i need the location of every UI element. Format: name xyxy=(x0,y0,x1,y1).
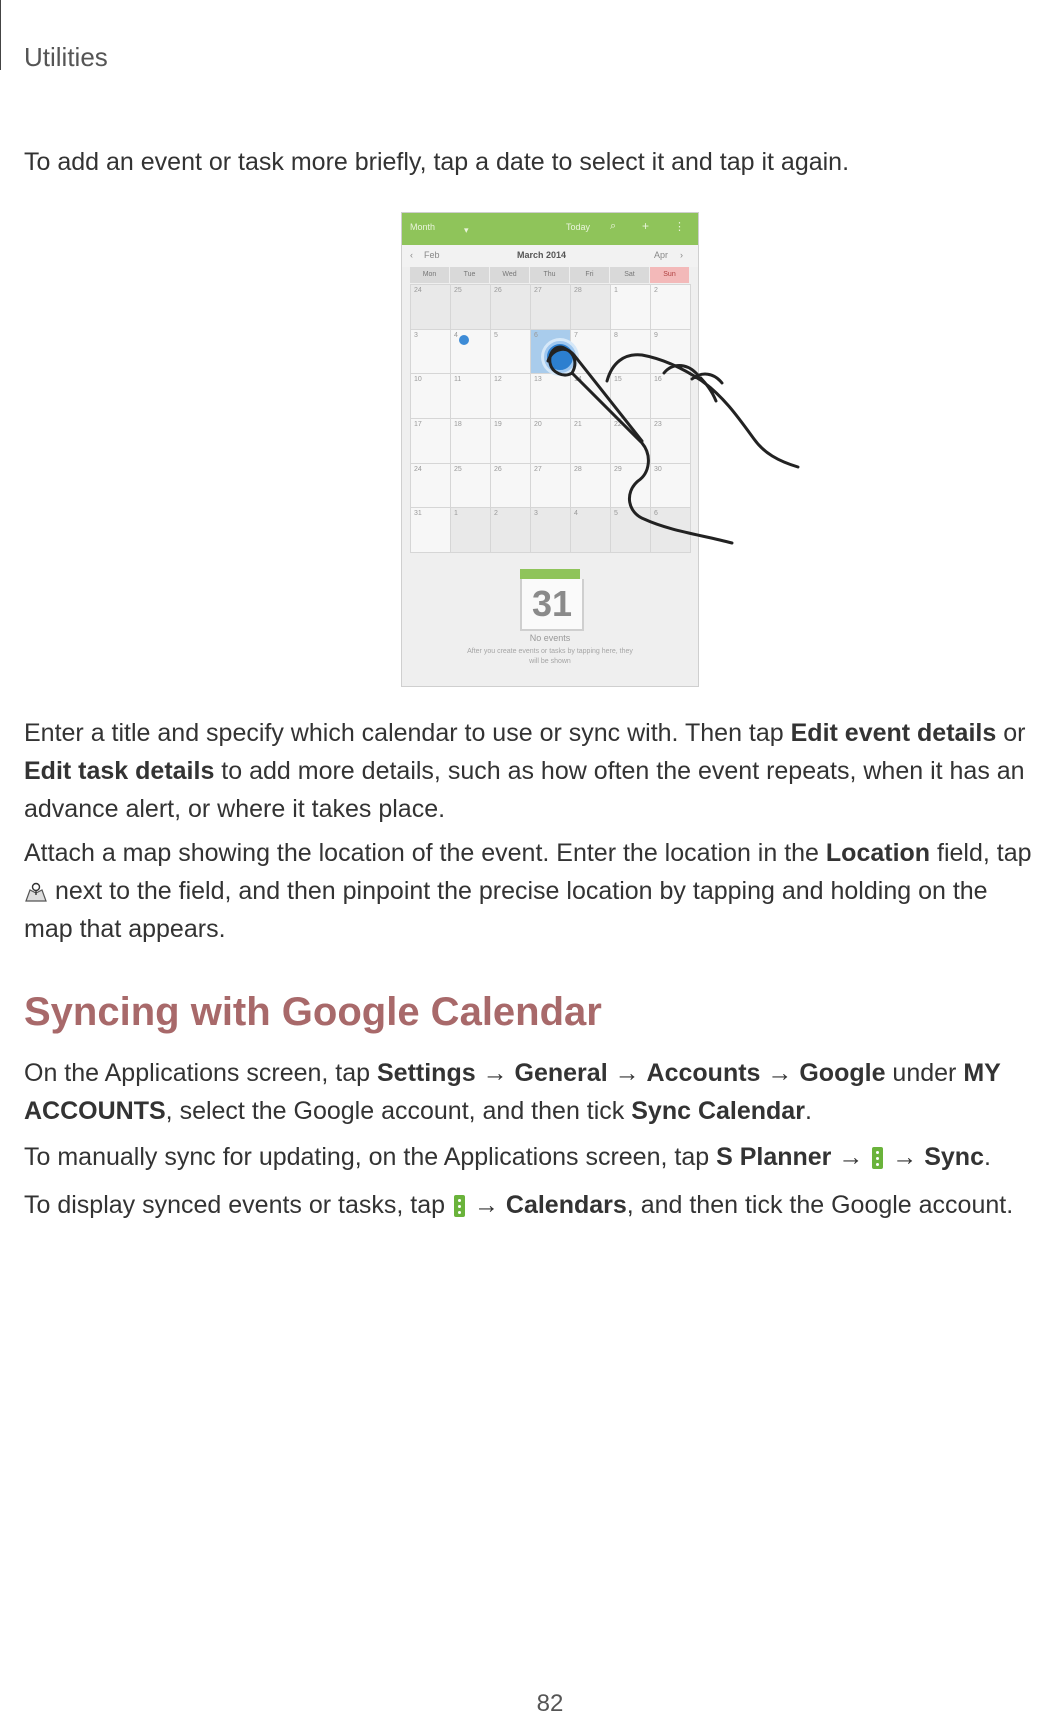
manual-sync-paragraph xyxy=(24,1138,1034,1176)
day-number: 27 xyxy=(534,287,542,294)
day-number: 28 xyxy=(574,287,582,294)
day-number: 30 xyxy=(654,465,662,473)
calendar-day-cell[interactable] xyxy=(651,374,691,419)
weekday-label: Mon xyxy=(410,267,450,283)
calendar-day-cell[interactable] xyxy=(531,285,571,330)
calendar-day-cell[interactable] xyxy=(531,419,571,464)
prev-month-icon: ‹ xyxy=(410,250,413,260)
day-number: 5 xyxy=(614,510,618,518)
calendar-day-cell[interactable] xyxy=(611,508,651,553)
text-run: To manually sync for updating, on the Applications screen, tap xyxy=(24,1143,717,1171)
arrow: → xyxy=(467,1191,506,1219)
day-number: 10 xyxy=(414,376,422,384)
weekday-label: Sun xyxy=(650,267,690,283)
calendar-day-cell[interactable] xyxy=(411,330,451,375)
day-number: 11 xyxy=(454,376,462,384)
text-run: , and then tick the Google account. xyxy=(626,1191,1014,1219)
day-number: 24 xyxy=(414,287,422,294)
text-run: under xyxy=(885,1059,964,1087)
arrow: → xyxy=(607,1059,647,1087)
day-number: 2 xyxy=(494,510,498,518)
day-number: 9 xyxy=(654,331,658,339)
day-number: 25 xyxy=(454,465,462,473)
calendar-screenshot xyxy=(401,212,699,687)
month-grid xyxy=(410,284,691,553)
calendar-day-cell[interactable] xyxy=(611,330,651,375)
intro-paragraph: To add an event or task more briefly, tap a date to select it and tap it again. xyxy=(24,148,850,176)
add-icon: + xyxy=(642,219,650,233)
day-number: 4 xyxy=(574,510,578,518)
arrow: → xyxy=(760,1059,800,1087)
day-number: 16 xyxy=(654,376,662,384)
section-title: Syncing with Google Calendar xyxy=(24,990,602,1034)
calendar-day-cell[interactable] xyxy=(411,374,451,419)
calendar-day-cell[interactable] xyxy=(571,374,611,419)
day-number: 1 xyxy=(454,510,458,518)
calendar-day-cell[interactable] xyxy=(571,285,611,330)
display-calendars-paragraph xyxy=(24,1186,1034,1224)
calendar-date-icon: 31 xyxy=(520,579,584,631)
calendar-day-cell[interactable] xyxy=(451,508,491,553)
page-number: 82 xyxy=(536,1690,564,1717)
day-number: 24 xyxy=(414,465,422,473)
day-number: 6 xyxy=(534,331,538,339)
general-term: General xyxy=(514,1059,608,1087)
weekday-label: Fri xyxy=(570,267,610,283)
weekday-label: Tue xyxy=(450,267,490,283)
day-number: 18 xyxy=(454,421,462,428)
calendar-day-cell[interactable] xyxy=(411,285,451,330)
day-number: 15 xyxy=(614,376,622,384)
day-number: 1 xyxy=(614,287,618,294)
day-number: 22 xyxy=(614,421,622,428)
today-marker xyxy=(459,335,469,345)
more-icon: ⋮ xyxy=(674,221,685,233)
text-run: next to the field, and then pinpoint the precise location by tapping and holding on the map that appears. xyxy=(24,877,988,943)
location-term: Location xyxy=(825,839,931,867)
calendar-day-cell[interactable] xyxy=(651,464,691,509)
calendar-day-cell[interactable] xyxy=(611,464,651,509)
next-month-label: Apr xyxy=(654,250,669,260)
day-number: 31 xyxy=(414,510,422,518)
calendar-day-cell[interactable] xyxy=(451,374,491,419)
running-header: Utilities xyxy=(24,42,108,72)
day-number: 6 xyxy=(654,510,658,518)
text-run: field, tap xyxy=(930,839,1032,867)
month-navigation xyxy=(402,245,698,267)
arrow: → xyxy=(475,1059,515,1087)
text-run: On the Applications screen, tap xyxy=(24,1059,377,1087)
text-run: Attach a map showing the location of the event. Enter the location in the xyxy=(24,839,826,867)
calendar-day-cell[interactable] xyxy=(571,464,611,509)
calendar-day-cell[interactable] xyxy=(571,330,611,375)
sync-settings-paragraph xyxy=(24,1054,1034,1130)
text-run: . xyxy=(804,1097,812,1125)
weekday-label: Wed xyxy=(490,267,530,283)
day-number: 26 xyxy=(494,465,502,473)
day-number: 26 xyxy=(494,287,502,294)
calendar-day-cell[interactable] xyxy=(491,508,531,553)
weekday-label: Thu xyxy=(530,267,570,283)
menu-icon xyxy=(872,1147,883,1169)
sync-term: Sync xyxy=(924,1143,984,1171)
settings-term: Settings xyxy=(377,1059,476,1087)
calendar-day-cell[interactable] xyxy=(451,330,491,375)
calendar-day-cell[interactable] xyxy=(611,285,651,330)
view-label: Month xyxy=(410,222,436,232)
day-number: 20 xyxy=(534,421,542,428)
day-number: 21 xyxy=(574,421,582,428)
day-number: 27 xyxy=(534,465,542,473)
edit-event-details-term: Edit event details xyxy=(790,719,997,747)
edit-task-details-term: Edit task details xyxy=(24,757,215,785)
day-number: 7 xyxy=(574,331,578,339)
day-number: 14 xyxy=(574,376,582,384)
calendar-day-cell[interactable] xyxy=(411,508,451,553)
calendar-day-cell[interactable] xyxy=(651,419,691,464)
map-icon xyxy=(24,881,48,903)
calendar-day-cell[interactable] xyxy=(491,419,531,464)
day-number: 3 xyxy=(534,510,538,518)
day-number: 17 xyxy=(414,421,422,428)
calendar-day-cell[interactable] xyxy=(611,374,651,419)
weekday-header xyxy=(410,267,690,283)
empty-state-message: After you create events or tasks by tapping here, they will be shown xyxy=(467,648,633,665)
s-planner-term: S Planner xyxy=(716,1143,832,1171)
day-number: 13 xyxy=(534,376,542,384)
next-month-icon: › xyxy=(680,250,683,260)
text-run: or xyxy=(996,719,1026,747)
calendar-day-cell[interactable] xyxy=(451,285,491,330)
calendar-day-cell[interactable] xyxy=(571,508,611,553)
my-accounts-term: MY ACCOUNTS xyxy=(24,1059,1001,1125)
text-run: to add more details, such as how often the event repeats, when it has an advance alert, or where it takes place. xyxy=(24,757,1025,823)
day-number: 28 xyxy=(574,465,582,473)
text-run: To display synced events or tasks, tap xyxy=(24,1191,452,1219)
accounts-term: Accounts xyxy=(646,1059,761,1087)
calendar-day-cell[interactable] xyxy=(411,464,451,509)
prev-month-label: Feb xyxy=(424,250,440,260)
calendar-day-cell[interactable] xyxy=(451,419,491,464)
search-icon: ⌕ xyxy=(610,220,617,232)
day-number: 12 xyxy=(494,376,502,384)
text-run: , select the Google account, and then tick xyxy=(165,1097,632,1125)
calendar-day-cell[interactable] xyxy=(411,419,451,464)
day-number: 29 xyxy=(614,465,622,473)
sync-calendar-term: Sync Calendar xyxy=(631,1097,805,1125)
today-label: Today xyxy=(566,222,591,232)
weekday-label: Sat xyxy=(610,267,650,283)
day-number: 23 xyxy=(654,421,662,428)
day-number: 25 xyxy=(454,287,462,294)
calendar-day-cell[interactable] xyxy=(451,464,491,509)
day-number: 19 xyxy=(494,421,502,428)
arrow: → xyxy=(885,1143,925,1171)
header-rule xyxy=(0,0,1,70)
arrow: → xyxy=(831,1143,871,1171)
current-month-label: March 2014 xyxy=(517,250,567,260)
calendar-day-cell[interactable] xyxy=(531,374,571,419)
calendar-day-cell[interactable] xyxy=(491,330,531,375)
text-run: . xyxy=(983,1143,991,1171)
day-number: 3 xyxy=(414,331,418,339)
google-term: Google xyxy=(799,1059,886,1087)
calendars-term: Calendars xyxy=(505,1191,627,1219)
calendar-day-cell[interactable] xyxy=(531,464,571,509)
dropdown-icon: ▾ xyxy=(464,225,469,235)
calendar-day-cell[interactable] xyxy=(571,419,611,464)
calendar-badge-header xyxy=(520,569,580,579)
no-events-label: No events xyxy=(529,633,571,643)
day-number: 2 xyxy=(654,287,658,294)
calendar-day-cell[interactable] xyxy=(651,508,691,553)
day-number: 4 xyxy=(454,331,458,339)
calendar-day-cell[interactable] xyxy=(651,330,691,375)
calendar-day-cell[interactable] xyxy=(491,374,531,419)
calendar-day-cell[interactable] xyxy=(611,419,651,464)
details-paragraph xyxy=(24,714,1034,828)
tap-indicator xyxy=(544,341,576,373)
calendar-day-cell[interactable] xyxy=(651,285,691,330)
menu-icon xyxy=(454,1195,465,1217)
map-paragraph xyxy=(24,834,1034,948)
calendar-toolbar xyxy=(402,213,698,245)
calendar-day-cell[interactable] xyxy=(531,508,571,553)
day-number: 5 xyxy=(494,331,498,339)
text-run: Enter a title and specify which calendar to use or sync with. Then tap xyxy=(24,719,791,747)
calendar-day-cell[interactable] xyxy=(491,464,531,509)
calendar-day-cell[interactable] xyxy=(491,285,531,330)
day-number: 8 xyxy=(614,331,618,339)
